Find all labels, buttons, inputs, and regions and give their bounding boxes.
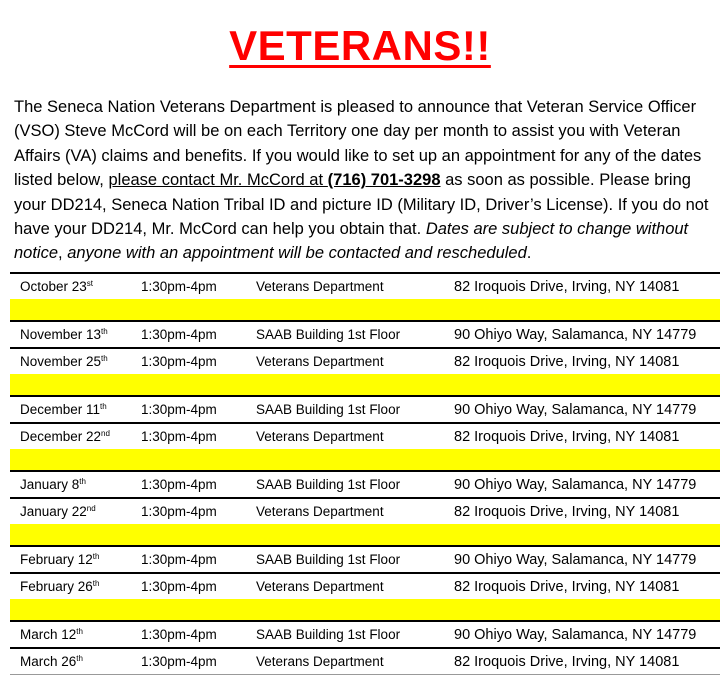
highlight-gap (10, 524, 720, 546)
location-cell: SAAB Building 1st Floor (256, 621, 454, 648)
table-row (10, 471, 720, 498)
location-cell: Veterans Department (256, 423, 454, 449)
table-row (10, 321, 720, 348)
table-row (10, 396, 720, 423)
intro-italic-1: Dates are subject to change without notice (14, 220, 689, 263)
location-cell: SAAB Building 1st Floor (256, 321, 454, 348)
date-cell: December 22nd (10, 423, 141, 449)
table-row (10, 546, 720, 573)
date-cell: February 26th (10, 573, 141, 599)
table-row (10, 573, 720, 599)
time-cell: 1:30pm-4pm (141, 321, 256, 348)
time-cell: 1:30pm-4pm (141, 471, 256, 498)
highlight-gap (10, 374, 720, 396)
date-cell: December 11th (10, 396, 141, 423)
title-text: VETERANS!! (229, 22, 491, 69)
table-row (10, 648, 720, 675)
time-cell: 1:30pm-4pm (141, 648, 256, 675)
location-cell: Veterans Department (256, 573, 454, 599)
address-cell: 90 Ohiyo Way, Salamanca, NY 14779 (454, 546, 720, 573)
highlight-gap (10, 449, 720, 471)
address-cell: 90 Ohiyo Way, Salamanca, NY 14779 (454, 321, 720, 348)
table-row (10, 273, 720, 299)
intro-text-3: , (58, 244, 68, 263)
time-cell: 1:30pm-4pm (141, 348, 256, 374)
date-cell: November 13th (10, 321, 141, 348)
location-cell: Veterans Department (256, 348, 454, 374)
contact-link[interactable] (108, 171, 440, 189)
table-row (10, 348, 720, 374)
contact-text: please contact Mr. McCord at (108, 171, 328, 190)
intro-italic-2: anyone with an appointment will be contacted and rescheduled (67, 244, 527, 263)
schedule-table (10, 272, 720, 675)
highlight-gap (10, 599, 720, 621)
time-cell: 1:30pm-4pm (141, 546, 256, 573)
time-cell: 1:30pm-4pm (141, 498, 256, 524)
table-row (10, 423, 720, 449)
time-cell: 1:30pm-4pm (141, 573, 256, 599)
location-cell: Veterans Department (256, 648, 454, 675)
time-cell: 1:30pm-4pm (141, 396, 256, 423)
address-cell: 82 Iroquois Drive, Irving, NY 14081 (454, 498, 720, 524)
address-cell: 82 Iroquois Drive, Irving, NY 14081 (454, 573, 720, 599)
address-cell: 90 Ohiyo Way, Salamanca, NY 14779 (454, 396, 720, 423)
intro-text-4: . (526, 244, 532, 263)
location-cell: Veterans Department (256, 273, 454, 299)
address-cell: 82 Iroquois Drive, Irving, NY 14081 (454, 273, 720, 299)
location-cell: Veterans Department (256, 498, 454, 524)
address-cell: 82 Iroquois Drive, Irving, NY 14081 (454, 648, 720, 675)
intro-paragraph (14, 95, 710, 266)
address-cell: 90 Ohiyo Way, Salamanca, NY 14779 (454, 621, 720, 648)
date-cell: March 26th (10, 648, 141, 675)
location-cell: SAAB Building 1st Floor (256, 546, 454, 573)
date-cell: November 25th (10, 348, 141, 374)
phone-number[interactable]: (716) 701-3298 (327, 171, 441, 190)
address-cell: 90 Ohiyo Way, Salamanca, NY 14779 (454, 471, 720, 498)
time-cell: 1:30pm-4pm (141, 423, 256, 449)
location-cell: SAAB Building 1st Floor (256, 471, 454, 498)
intro-text-1: The Seneca Nation Veterans Department is pleased to announce that Veteran Service Officer (VSO) Steve McCord will be on each Territory one day per month to assist you with Veteran Affairs (VA) claims and benefits. If you would like to set up an appointment for any of the dates listed below, (14, 98, 702, 190)
table-row (10, 498, 720, 524)
time-cell: 1:30pm-4pm (141, 273, 256, 299)
date-cell: February 12th (10, 546, 141, 573)
page-title (0, 22, 720, 70)
date-cell: January 8th (10, 471, 141, 498)
date-cell: January 22nd (10, 498, 141, 524)
date-cell: October 23st (10, 273, 141, 299)
intro-text-2: as soon as possible. Please bring your DD214, Seneca Nation Tribal ID and picture ID (Military ID, Driver’s License). If you do not have your DD214, Mr. McCord can help you obtain that. (14, 171, 709, 239)
address-cell: 82 Iroquois Drive, Irving, NY 14081 (454, 423, 720, 449)
address-cell: 82 Iroquois Drive, Irving, NY 14081 (454, 348, 720, 374)
date-cell: March 12th (10, 621, 141, 648)
time-cell: 1:30pm-4pm (141, 621, 256, 648)
location-cell: SAAB Building 1st Floor (256, 396, 454, 423)
table-row (10, 621, 720, 648)
highlight-gap (10, 299, 720, 321)
